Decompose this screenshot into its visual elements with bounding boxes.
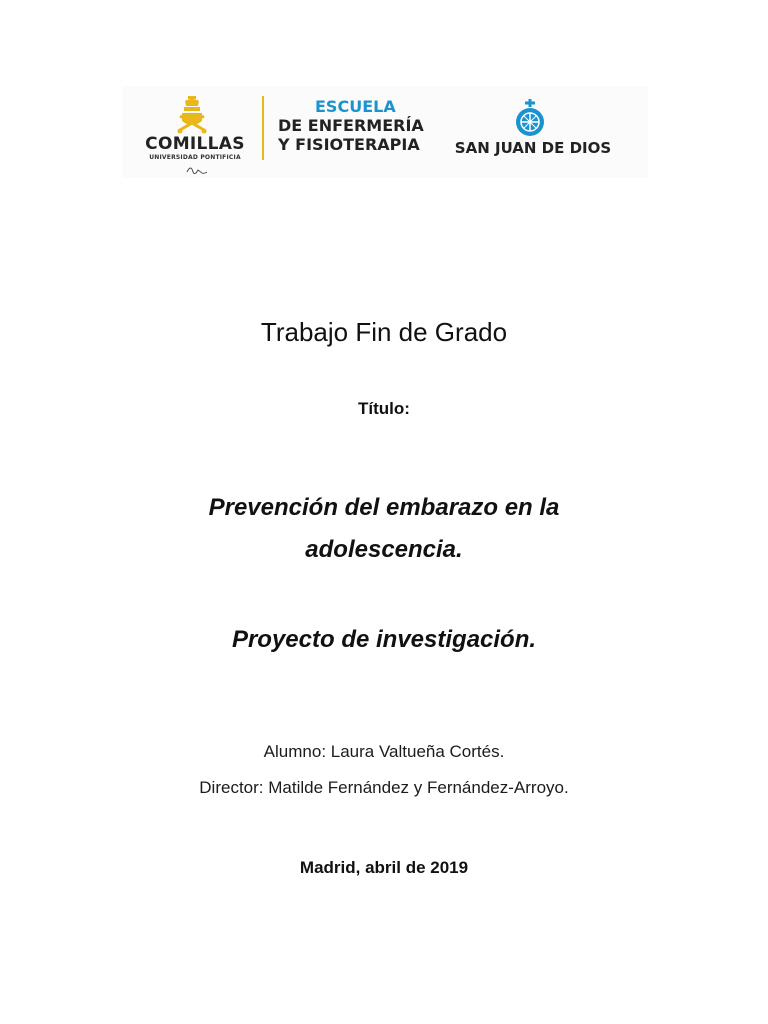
escuela-line-1: ESCUELA bbox=[315, 97, 396, 116]
main-title-line-1: Prevención del embarazo en la bbox=[208, 494, 560, 521]
comillas-subtitle: UNIVERSIDAD PONTIFICIA bbox=[149, 154, 241, 161]
escuela-logo bbox=[278, 97, 448, 154]
papal-keys-crest-icon bbox=[174, 94, 210, 134]
comillas-logo bbox=[140, 92, 250, 178]
san-juan-de-dios-emblem-icon bbox=[512, 98, 548, 138]
document-type: Trabajo Fin de Grado bbox=[260, 317, 508, 347]
director-line: Director: Matilde Fernández y Fernández-Arroyo. bbox=[199, 778, 569, 797]
signature-mark-icon bbox=[184, 162, 210, 176]
title-label: Título: bbox=[358, 399, 410, 418]
main-title-line-2: adolescencia. bbox=[305, 536, 463, 563]
place-date: Madrid, abril de 2019 bbox=[299, 858, 469, 877]
project-subtitle: Proyecto de investigación. bbox=[231, 626, 537, 653]
logo-divider bbox=[262, 96, 264, 160]
escuela-line-2: DE ENFERMERÍA bbox=[278, 116, 424, 135]
comillas-name: COMILLAS bbox=[145, 134, 245, 154]
author-line: Alumno: Laura Valtueña Cortés. bbox=[263, 742, 505, 761]
sjd-name: SAN JUAN DE DIOS bbox=[454, 139, 612, 157]
main-title bbox=[0, 487, 768, 571]
escuela-line-3: Y FISIOTERAPIA bbox=[278, 135, 420, 154]
san-juan-de-dios-logo bbox=[448, 98, 618, 162]
